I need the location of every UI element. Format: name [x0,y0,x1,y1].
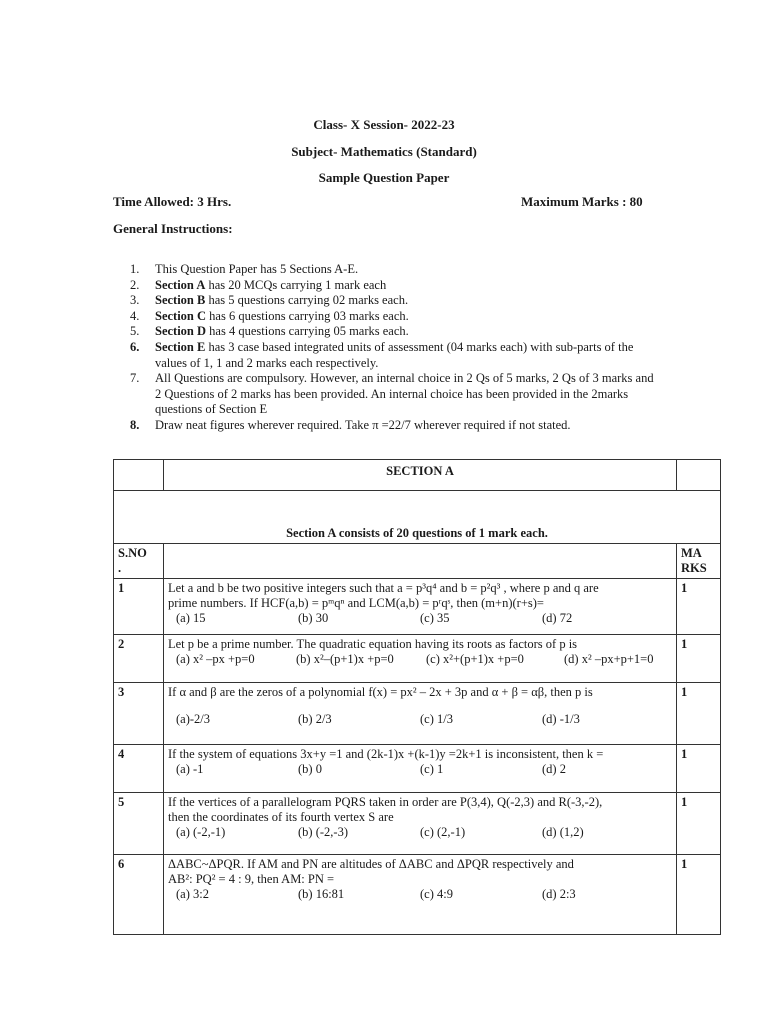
question-row: 1 Let a and b be two positive integers such that a = p³q⁴ and b = p²q³ , where p and q are prime numbers. If HCF(a,b) = pᵐqⁿ and LCM(a,b) = pʳqˢ, then (m+n)(r+s)= (a) 15 (b) 30 (c) 35 (d) 72 1 [114,579,721,635]
question-text: If the system of equations 3x+y =1 and (2k-1)x +(k-1)y =2k+1 is inconsistent, then k = (a) -1 (b) 0 (c) 1 (d) 2 [164,745,677,793]
instruction-item: 4. Section C has 6 questions carrying 03 marks each. [130,308,409,323]
question-text: If the vertices of a parallelogram PQRS taken in order are P(3,4), Q(-2,3) and R(-3,-2), then the coordinates of its fourth vertex S are (a) (-2,-1) (b) (-2,-3) (c) (2,-1) (d) (1,2) [164,793,677,855]
instruction-item: 3. Section B has 5 questions carrying 02 marks each. [130,293,409,308]
question-row: 4 If the system of equations 3x+y =1 and (2k-1)x +(k-1)y =2k+1 is inconsistent, then k = (a) -1 (b) 0 (c) 1 (d) 2 1 [114,745,721,793]
paper-title: Sample Question Paper [318,170,450,185]
sno-header: S.NO . [114,544,164,579]
instruction-item: 8. Draw neat figures wherever required. Take π =22/7 wherever required if not stated. [130,417,571,432]
question-text: ΔABC~ΔPQR. If AM and PN are altitudes of ΔABC and ΔPQR respectively and AB²: PQ² = 4 : 9, then AM: PN = (a) 3:2 (b) 16:81 (c) 4:9 (d) 2:3 [164,855,677,935]
instructions-list [130,262,660,434]
time-allowed: Time Allowed: 3 Hrs. [113,194,232,209]
question-row: 6 ΔABC~ΔPQR. If AM and PN are altitudes of ΔABC and ΔPQR respectively and AB²: PQ² = 4 : 9, then AM: PN = (a) 3:2 (b) 16:81 (c) 4:9 (d) 2:3 1 [114,855,721,935]
question-row: 2 Let p be a prime number. The quadratic equation having its roots as factors of p is (a) x² –px +p=0 (b) x²–(p+1)x +p=0 (c) x²+(p+1)x +p=0 (d) x² –px+p+1=0 1 [114,635,721,683]
class-session-heading: Class- X Session- 2022-23 [313,117,455,132]
question-text: If α and β are the zeros of a polynomial f(x) = px² – 2x + 3p and α + β = αβ, then p is (a)-2/3 (b) 2/3 (c) 1/3 (d) -1/3 [164,683,677,745]
instruction-item: 5. Section D has 4 questions carrying 05 marks each. [130,324,409,339]
question-row: 5 If the vertices of a parallelogram PQRS taken in order are P(3,4), Q(-2,3) and R(-3,-2), then the coordinates of its fourth vertex S are (a) (-2,-1) (b) (-2,-3) (c) (2,-1) (d) (1,2) 1 [114,793,721,855]
question-text: Let p be a prime number. The quadratic equation having its roots as factors of p is (a) x² –px +p=0 (b) x²–(p+1)x +p=0 (c) x²+(p+1)x +p=0 (d) x² –px+p+1=0 [164,635,677,683]
instruction-item: 1. This Question Paper has 5 Sections A-E. [130,262,359,276]
section-subtitle: Section A consists of 20 questions of 1 mark each. [114,491,721,544]
question-text: Let a and b be two positive integers such that a = p³q⁴ and b = p²q³ , where p and q are prime numbers. If HCF(a,b) = pᵐqⁿ and LCM(a,b) = pʳqˢ, then (m+n)(r+s)= (a) 15 (b) 30 (c) 35 (d) 72 [164,579,677,635]
section-a-table [113,459,721,935]
instruction-item: 2. Section A has 20 MCQs carrying 1 mark each [130,277,387,292]
marks-header: MA RKS [677,544,721,579]
instruction-item: 7. All Questions are compulsory. However, an internal choice in 2 Qs of 5 marks, 2 Qs of 3 marks and 2 Questions of 2 marks has been provided. An internal choice has been provided in the 2marks questions of Section E [130,371,654,417]
subject-heading: Subject- Mathematics (Standard) [291,144,477,159]
maximum-marks: Maximum Marks : 80 [521,194,643,209]
question-row: 3 If α and β are the zeros of a polynomial f(x) = px² – 2x + 3p and α + β = αβ, then p is (a)-2/3 (b) 2/3 (c) 1/3 (d) -1/3 1 [114,683,721,745]
section-title: SECTION A [164,460,677,491]
instruction-item: 6. Section E has 3 case based integrated units of assessment (04 marks each) with sub-parts of the values of 1, 1 and 2 marks each respectively. [130,339,634,370]
general-instructions-heading: General Instructions: [113,221,233,236]
